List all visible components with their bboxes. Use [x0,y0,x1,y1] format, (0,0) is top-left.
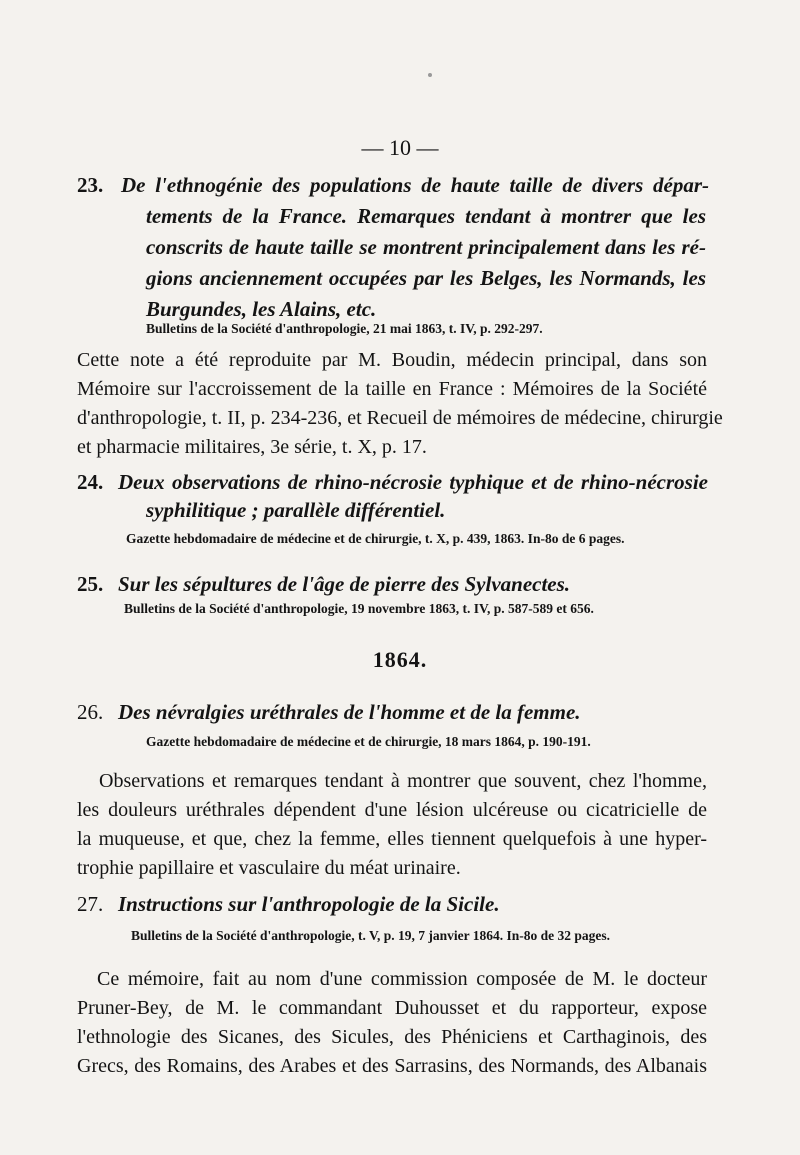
entry-26-source: Gazette hebdomadaire de médecine et de chirurgie, 18 mars 1864, p. 190-191. [146,734,591,749]
ink-speck [428,73,432,77]
entry-23-title-line-3: conscrits de haute taille se montrent principalement dans les ré- [146,235,706,259]
entry-23-title-line-1: De l'ethnogénie des populations de haute taille de divers dépar- [121,173,709,197]
entry-27-source: Bulletins de la Société d'anthropologie, t. V, p. 19, 7 janvier 1864. In-8o de 32 pages. [131,928,611,943]
entry-27-number: 27. [77,892,104,916]
entry-27-body-line-2: Pruner-Bey, de M. le commandant Duhousset et du rapporteur, expose [77,997,707,1019]
entry-26-body-line-1: Observations et remarques tendant à montrer que souvent, chez l'homme, [99,770,707,792]
entry-24-source: Gazette hebdomadaire de médecine et de chirurgie, t. X, p. 439, 1863. In-8o de 6 pages. [126,531,625,546]
entry-24-title-line-2: syphilitique ; parallèle différentiel. [146,498,446,522]
entry-25-source: Bulletins de la Société d'anthropologie, 19 novembre 1863, t. IV, p. 587-589 et 656. [124,601,594,616]
entry-23-body-line-2: Mémoire sur l'accroissement de la taille en France : Mémoires de la Société [77,378,707,400]
entry-23-body-line-3: d'anthropologie, t. II, p. 234-236, et Recueil de mémoires de médecine, chirurgie [77,407,723,429]
page-number: — 10 — [361,135,439,160]
entry-27-body-line-1: Ce mémoire, fait au nom d'une commission composée de M. le docteur [97,968,707,990]
entry-26-body-line-2: les douleurs uréthrales dépendent d'une lésion ulcéreuse ou cicatricielle de [77,799,707,821]
entry-25-title: Sur les sépultures de l'âge de pierre des Sylvanectes. [118,572,571,596]
entry-26-body-line-4: trophie papillaire et vasculaire du méat urinaire. [77,857,461,879]
entry-26-number: 26. [77,700,104,724]
entry-23-source: Bulletins de la Société d'anthropologie, 21 mai 1863, t. IV, p. 292-297. [146,321,543,336]
entry-26-title: Des névralgies uréthrales de l'homme et de la femme. [118,700,581,724]
entry-27-body-line-3: l'ethnologie des Sicanes, des Sicules, des Phéniciens et Carthaginois, des [77,1026,707,1048]
entry-23-title-line-4: gions anciennement occupées par les Belges, les Normands, les [146,266,706,290]
year-heading: 1864. [372,647,428,672]
entry-27-title: Instructions sur l'anthropologie de la Sicile. [118,892,500,916]
entry-27-body-line-4: Grecs, des Romains, des Arabes et des Sarrasins, des Normands, des Albanais [77,1055,707,1077]
entry-25-number: 25. [77,572,104,596]
entry-26-body-line-3: la muqueuse, et que, chez la femme, elles tiennent quelquefois à une hyper- [77,828,707,850]
entry-23-body-line-4: et pharmacie militaires, 3e série, t. X, p. 17. [77,436,427,458]
entry-24-number: 24. [77,470,104,494]
entry-24-title-line-1: Deux observations de rhino-nécrosie typhique et de rhino-nécrosie [118,470,708,494]
entry-23-number: 23. [77,173,104,197]
entry-23-title-line-5: Burgundes, les Alains, etc. [146,297,377,321]
entry-23-title-line-2: tements de la France. Remarques tendant à montrer que les [146,204,706,228]
entry-23-body-line-1: Cette note a été reproduite par M. Boudin, médecin principal, dans son [77,349,707,371]
